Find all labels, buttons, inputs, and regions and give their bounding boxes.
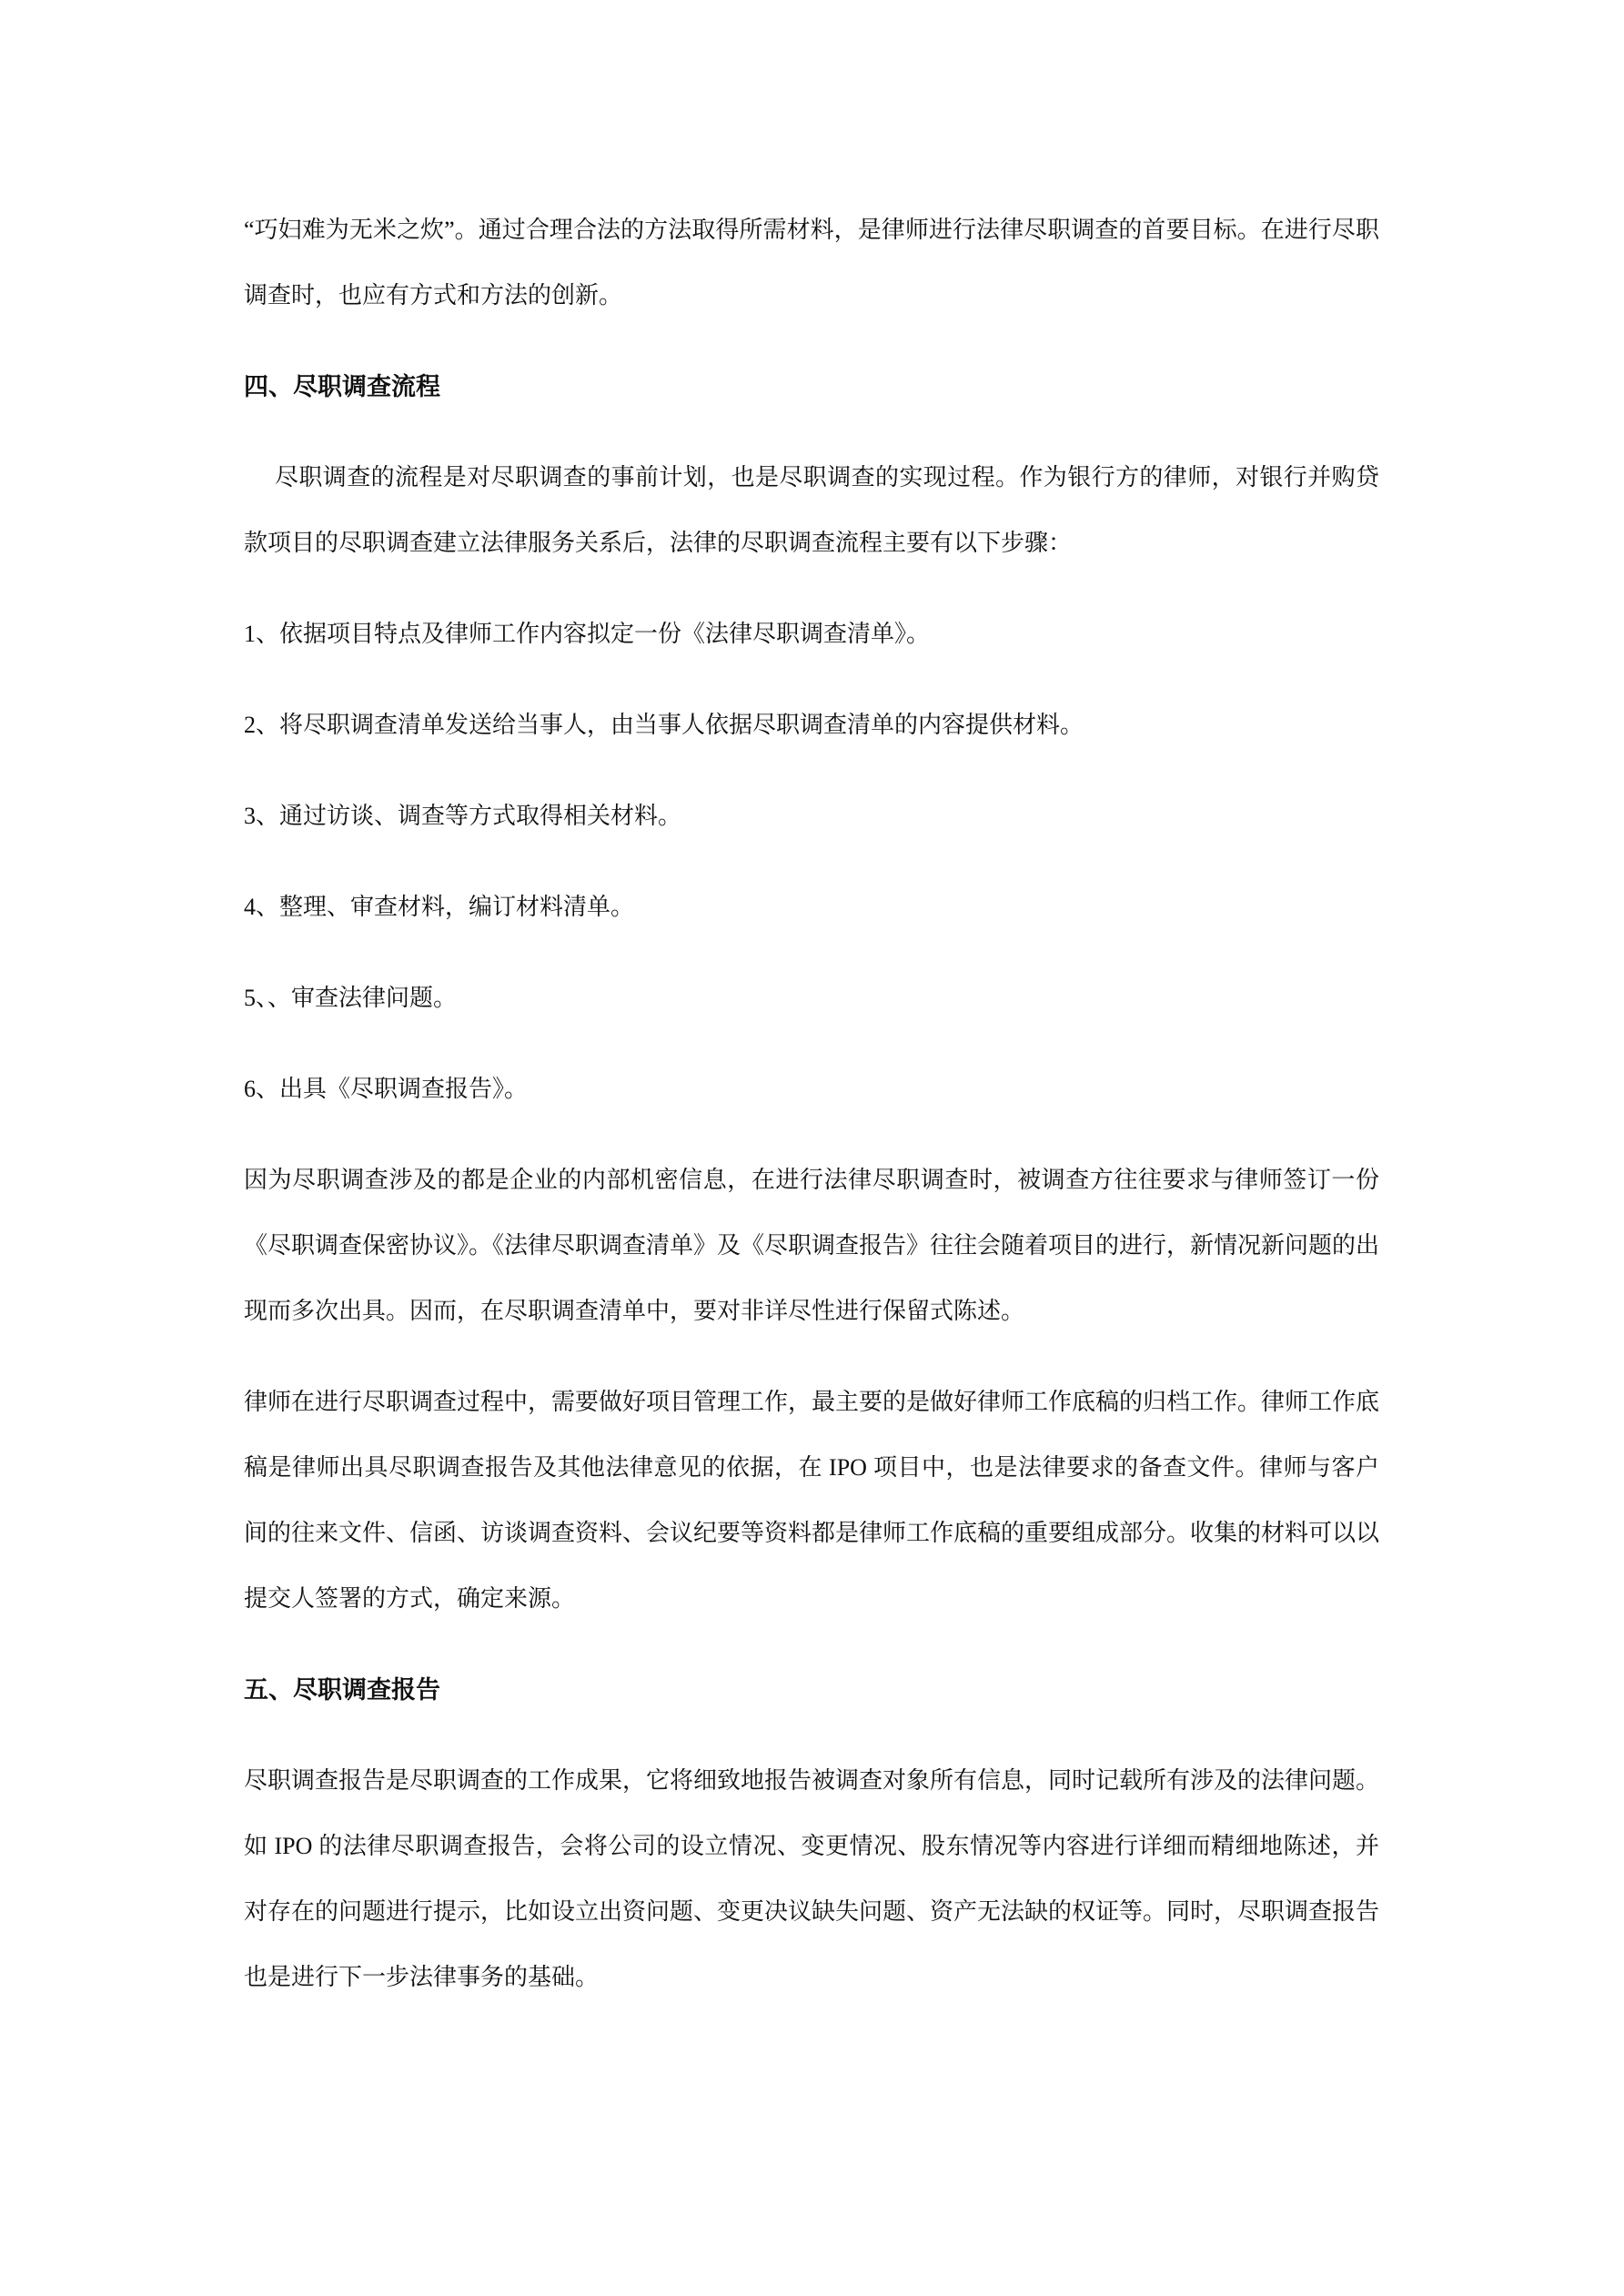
list-item-step-6: 6、出具《尽职调查报告》。 — [244, 1076, 529, 1102]
paragraph-report-description: 尽职调查报告是尽职调查的工作成果，它将细致地报告被调查对象所有信息，同时记载所有涉及的法律问题。如 IPO 的法律尽职调查报告，会将公司的设立情况、变更情况、股东情况等内容进行详细而精细地陈述，并对存在的问题进行提示，比如设立出资问题、变更决议缺失问题、资产无法缺的权证等。同时，尽职调查报告也是进行下一步法律事务的基础。 — [244, 1767, 1380, 1990]
paragraph-working-papers: 律师在进行尽职调查过程中，需要做好项目管理工作，最主要的是做好律师工作底稿的归档工作。律师工作底稿是律师出具尽职调查报告及其他法律意见的依据，在 IPO 项目中，也是法律要求的备查文件。律师与客户间的往来文件、信函、访谈调查资料、会议纪要等资料都是律师工作底稿的重要组成部分。收集的材料可以以提交人签署的方式，确定来源。 — [244, 1389, 1380, 1612]
section-heading-due-diligence-process: 四、尽职调查流程 — [244, 373, 440, 400]
list-item-step-3: 3、通过访谈、调查等方式取得相关材料。 — [244, 803, 682, 829]
list-item-step-5: 5、、审查法律问题。 — [244, 985, 458, 1011]
list-item-step-1: 1、依据项目特点及律师工作内容拟定一份《法律尽职调查清单》。 — [244, 621, 931, 647]
paragraph-intro: “巧妇难为无米之炊”。通过合理合法的方法取得所需材料，是律师进行法律尽职调查的首要目标。在进行尽职调查时，也应有方式和方法的创新。 — [244, 217, 1379, 308]
list-item-step-4: 4、整理、审查材料，编订材料清单。 — [244, 894, 635, 920]
paragraph-process-overview: 尽职调查的流程是对尽职调查的事前计划，也是尽职调查的实现过程。作为银行方的律师，对银行并购贷款项目的尽职调查建立法律服务关系后，法律的尽职调查流程主要有以下步骤： — [244, 464, 1379, 556]
paragraph-confidentiality: 因为尽职调查涉及的都是企业的内部机密信息，在进行法律尽职调查时，被调查方往往要求与律师签订一份《尽职调查保密协议》。《法律尽职调查清单》及《尽职调查报告》往往会随着项目的进行，新情况新问题的出现而多次出具。因而，在尽职调查清单中，要对非详尽性进行保留式陈述。 — [244, 1167, 1380, 1324]
section-heading-due-diligence-report: 五、尽职调查报告 — [244, 1676, 440, 1704]
document-content — [244, 197, 1379, 2036]
list-item-step-2: 2、将尽职调查清单发送给当事人，由当事人依据尽职调查清单的内容提供材料。 — [244, 712, 1084, 738]
